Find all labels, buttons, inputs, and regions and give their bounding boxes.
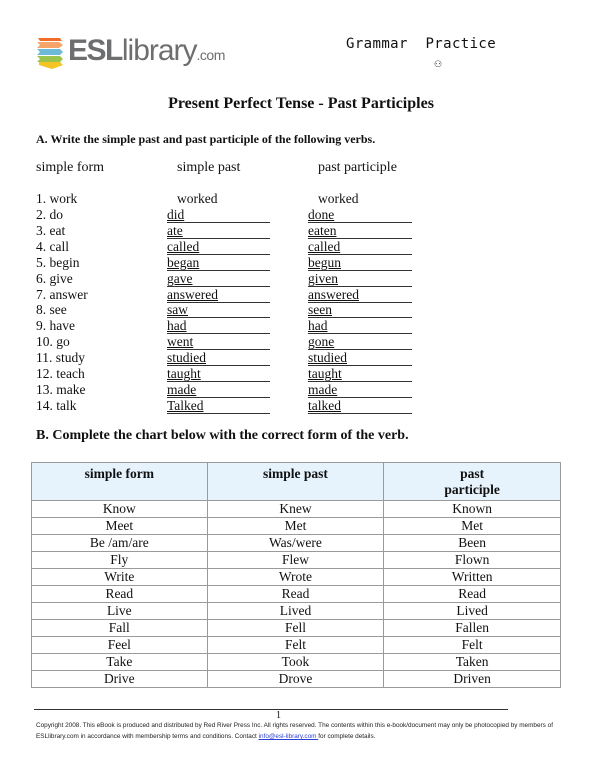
column-header-past-participle: past participle (318, 160, 397, 175)
simple-past-answer[interactable]: began (167, 255, 270, 271)
cell-simple-past[interactable]: Fell (207, 620, 384, 637)
cell-simple-past[interactable]: Drove (207, 671, 384, 688)
cell-past-participle[interactable]: Met (384, 518, 561, 535)
simple-past-answer[interactable]: called (167, 239, 270, 255)
table-row (32, 501, 561, 518)
table-header-row (32, 463, 561, 501)
verb-base: 2. do (36, 207, 63, 222)
cell-simple-past[interactable]: Read (207, 586, 384, 603)
simple-past-answer[interactable]: made (167, 382, 270, 398)
past-participle-answer[interactable]: taught (308, 366, 412, 382)
past-participle-answer[interactable]: gone (308, 334, 412, 350)
cell-simple-form: Live (32, 603, 208, 620)
copyright-notice: Copyright 2008. This eBook is produced and distributed by Red River Press Inc. All rights reserved. The contents within this e-book/document may only be photocopied by members of ESLlibrary.com in accordance with membership terms and conditions. Contact info@esl-library.com for complete details. (36, 722, 553, 740)
past-participle-answer[interactable]: studied (308, 350, 412, 366)
cell-simple-form: Be /am/are (32, 535, 208, 552)
cell-simple-form: Take (32, 654, 208, 671)
verb-base: 12. teach (36, 366, 85, 381)
table-row (32, 586, 561, 603)
table-row (32, 552, 561, 569)
verb-base: 4. call (36, 239, 69, 254)
footer-divider (34, 709, 508, 710)
table-row (32, 671, 561, 688)
contact-email-link[interactable]: info@esl-library.com (258, 733, 319, 740)
simple-past-answer[interactable]: answered (167, 287, 270, 303)
cell-past-participle[interactable]: Felt (384, 637, 561, 654)
past-participle-answer[interactable]: had (308, 318, 412, 334)
cell-simple-past[interactable]: Flew (207, 552, 384, 569)
table-row (32, 637, 561, 654)
section-a-instruction: A. Write the simple past and past participle of the following verbs. (36, 132, 376, 146)
cell-simple-past[interactable]: Met (207, 518, 384, 535)
cell-past-participle[interactable]: Read (384, 586, 561, 603)
cell-simple-form: Feel (32, 637, 208, 654)
stacked-books-icon (34, 35, 66, 69)
page-number: 1 (276, 710, 281, 721)
past-participle-answer[interactable]: made (308, 382, 412, 398)
table-row (32, 535, 561, 552)
cell-past-participle[interactable]: Fallen (384, 620, 561, 637)
cell-simple-form: Know (32, 501, 208, 518)
simple-past-answer[interactable]: went (167, 334, 270, 350)
verb-base: 8. see (36, 302, 67, 317)
table-row (32, 620, 561, 637)
simple-past-answer[interactable]: did (167, 207, 270, 223)
header-simple-past: simple past (207, 463, 384, 501)
header-mark-icon: ⚇ (434, 60, 443, 70)
simple-past-answer[interactable]: gave (167, 271, 270, 287)
cell-simple-past[interactable]: Knew (207, 501, 384, 518)
cell-simple-form: Drive (32, 671, 208, 688)
simple-past-answer[interactable]: ate (167, 223, 270, 239)
table-row (32, 654, 561, 671)
verb-base: 6. give (36, 271, 73, 286)
past-participle-answer[interactable]: talked (308, 398, 412, 414)
cell-past-participle[interactable]: Driven (384, 671, 561, 688)
simple-past-answer[interactable]: studied (167, 350, 270, 366)
verb-forms-chart (31, 462, 561, 688)
cell-past-participle[interactable]: Been (384, 535, 561, 552)
verb-base: 9. have (36, 318, 75, 333)
verb-base: 5. begin (36, 255, 80, 270)
section-b-instruction: B. Complete the chart below with the correct form of the verb. (36, 428, 409, 443)
table-row (32, 569, 561, 586)
cell-simple-past[interactable]: Took (207, 654, 384, 671)
category-label: Grammar Practice (346, 36, 497, 52)
cell-past-participle[interactable]: Lived (384, 603, 561, 620)
verb-base: 1. work (36, 191, 78, 206)
verb-base: 11. study (36, 350, 86, 365)
page-title: Present Perfect Tense - Past Participles (168, 95, 434, 112)
esl-library-logo (34, 33, 224, 73)
past-participle-answer[interactable]: done (308, 207, 412, 223)
column-header-simple-form: simple form (36, 160, 105, 175)
cell-simple-form: Write (32, 569, 208, 586)
cell-past-participle[interactable]: Flown (384, 552, 561, 569)
logo-wordmark: ESLlibrary.com (68, 34, 225, 67)
column-header-simple-past: simple past (177, 160, 241, 175)
past-participle-answer[interactable]: given (308, 271, 412, 287)
table-row (32, 603, 561, 620)
header-simple-form: simple form (32, 463, 208, 501)
simple-past-answer[interactable]: Talked (167, 398, 270, 414)
verb-base: 7. answer (36, 287, 88, 302)
past-participle-answer[interactable]: answered (308, 287, 412, 303)
cell-simple-past[interactable]: Felt (207, 637, 384, 654)
cell-simple-form: Fall (32, 620, 208, 637)
past-participle-answer[interactable]: eaten (308, 223, 412, 239)
cell-past-participle[interactable]: Taken (384, 654, 561, 671)
cell-simple-past[interactable]: Lived (207, 603, 384, 620)
cell-simple-past[interactable]: Was/were (207, 535, 384, 552)
cell-past-participle[interactable]: Written (384, 569, 561, 586)
table-row (32, 518, 561, 535)
cell-simple-form: Fly (32, 552, 208, 569)
verb-base: 13. make (36, 382, 86, 397)
past-participle-answer[interactable]: called (308, 239, 412, 255)
past-participle-answer[interactable]: begun (308, 255, 412, 271)
cell-simple-form: Meet (32, 518, 208, 535)
past-participle-answer[interactable]: seen (308, 302, 412, 318)
cell-simple-form: Read (32, 586, 208, 603)
cell-past-participle[interactable]: Known (384, 501, 561, 518)
simple-past-answer[interactable]: had (167, 318, 270, 334)
cell-simple-past[interactable]: Wrote (207, 569, 384, 586)
simple-past-answer[interactable]: worked (177, 191, 218, 206)
verb-base: 14. talk (36, 398, 77, 413)
header-past-participle: past participle (384, 463, 561, 501)
simple-past-answer[interactable]: saw (167, 302, 270, 318)
verb-base: 10. go (36, 334, 70, 349)
past-participle-answer[interactable]: worked (318, 191, 359, 206)
verb-base: 3. eat (36, 223, 66, 238)
simple-past-answer[interactable]: taught (167, 366, 270, 382)
